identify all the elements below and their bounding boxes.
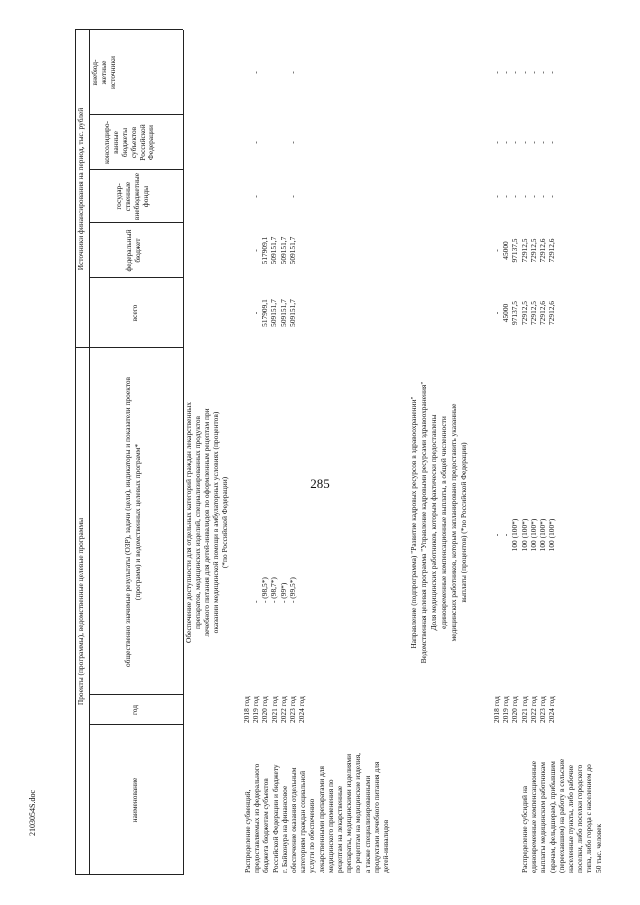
- name-line: г. Байконура на финансовое: [279, 785, 289, 873]
- total-value: 517909,1: [260, 299, 270, 327]
- year-label: 2018 год: [492, 696, 501, 723]
- total-value: 72912,5: [519, 300, 529, 326]
- name-line: медицинского применения по: [325, 779, 335, 873]
- section1-name: [243, 753, 390, 873]
- indicator-title-line: выплаты (процентов) (*по Российской Федерации): [459, 442, 468, 603]
- name-line: типа, либо города с населением до: [584, 764, 594, 873]
- total-value: -: [251, 311, 260, 315]
- indicator-value: -: [492, 533, 501, 537]
- extra-value: -: [519, 71, 529, 74]
- indicator-title-line: (*по Российской Федерации): [219, 476, 229, 569]
- consolidated-value: -: [501, 141, 511, 144]
- consolidated-value: -: [519, 141, 529, 144]
- section2-extra: [493, 30, 557, 115]
- name-line: единовременные компенсационные: [529, 760, 539, 873]
- indicator-title-line: Доля медицинских работников, которым фактически предоставлены: [429, 414, 438, 631]
- table-rule-left: [75, 874, 183, 875]
- header-projects-group: Проекты (программы), ведомственные целевые программы: [76, 517, 85, 706]
- extra-value: -: [501, 71, 511, 74]
- header-consolidated-line: консолидиро-: [102, 121, 111, 164]
- funds-value: [261, 170, 270, 223]
- year-label: 2020 год: [260, 696, 270, 723]
- header-funds-line: внебюджетные: [131, 172, 141, 221]
- indicator-value: - (98,7*): [269, 577, 279, 603]
- indicator-value: 100 (100*): [519, 518, 529, 552]
- federal-value: 517909,1: [260, 236, 270, 265]
- consolidated-value: [270, 115, 279, 170]
- section2-funds: [493, 170, 557, 223]
- subprogram-title: Направление (подпрограмма) "Развитие кадровых ресурсов в здравоохранении": [409, 396, 418, 649]
- rotated-table: [75, 30, 635, 875]
- indicator-title-line: медицинских работников, которым запланировано предоставить указанные: [449, 403, 458, 642]
- name-line: детей-инвалидов: [381, 819, 391, 873]
- indicator-title-line: препаратов, медицинских изделий, специализированных продуктов: [192, 415, 202, 630]
- total-value: 509151,7: [278, 299, 288, 327]
- name-line: (переехавшим) на работу в сельские: [556, 758, 566, 873]
- indicator-title-line: лечебного питания для детей-инвалидов по оформленным рецептам при: [201, 408, 211, 637]
- section1-extra: [252, 30, 298, 115]
- header-name: наименование: [130, 777, 139, 823]
- name-line: выплаты медицинским работникам: [538, 762, 548, 873]
- extra-value: [270, 30, 279, 115]
- name-line: Распределение субсидий на: [520, 785, 529, 873]
- year-label: 2024 год: [547, 696, 557, 723]
- funds-value: -: [519, 195, 529, 198]
- year-label: 2019 год: [501, 696, 511, 723]
- total-value: -: [492, 311, 501, 315]
- federal-value: 97137,5: [510, 238, 520, 263]
- consolidated-value: -: [547, 141, 557, 144]
- name-line: предоставляемых из федерального: [252, 763, 262, 873]
- extra-value: -: [547, 71, 557, 74]
- header-funds-line: фонды: [140, 185, 150, 208]
- indicator-value: 100 (100*): [547, 518, 557, 552]
- extra-value: -: [528, 71, 538, 74]
- header-funds: [115, 170, 151, 223]
- year-label: 2018 год: [242, 696, 251, 723]
- total-value: 72912,6: [537, 300, 547, 326]
- section2-name: [520, 759, 603, 873]
- federal-value: 509151,7: [287, 236, 297, 265]
- funds-value: -: [251, 195, 260, 198]
- year-label: 2024 год: [297, 696, 307, 723]
- name-line: по рецептам на медицинские изделия,: [353, 753, 363, 873]
- indicator-value: 100 (100*): [528, 518, 538, 552]
- header-results: общественно значимые результаты (ОЗР), задачи (цели), индикаторы и показатели проектов (программ) и ведомственных целевых программ*: [123, 376, 142, 668]
- name-line: лекарственными препаратами для: [316, 766, 326, 873]
- funds-value: -: [510, 195, 520, 198]
- year-label: 2022 год: [528, 696, 538, 723]
- indicator-value: 100 (100*): [537, 518, 547, 552]
- funds-value: -: [547, 195, 557, 198]
- name-line: категориям граждан социальной: [298, 770, 308, 873]
- consolidated-value: [261, 115, 270, 170]
- consolidated-value: -: [537, 141, 547, 144]
- document-filename: 2103054S.doc: [28, 790, 37, 836]
- header-total: всего: [130, 304, 139, 322]
- federal-value: 72912,5: [528, 238, 538, 263]
- header-extra: [91, 30, 118, 115]
- indicator-value: - (99*): [278, 582, 288, 603]
- indicator-title-line: Обеспечение доступности для отдельных категорий граждан лекарственных: [184, 402, 193, 643]
- page-number: 285: [310, 476, 330, 491]
- total-value: 509151,7: [287, 299, 297, 327]
- name-line: услуги по обеспечению: [307, 798, 317, 873]
- header-consolidated-line: субъектов: [128, 126, 138, 159]
- funds-value: -: [537, 195, 547, 198]
- federal-value: -: [492, 249, 501, 252]
- subprogram-heading: [409, 355, 469, 690]
- extra-value: -: [492, 71, 501, 74]
- indicator-title-line: единовременные компенсационные выплаты, в общей численности: [439, 416, 448, 629]
- funds-value: -: [501, 195, 511, 198]
- section2-consolidated: [493, 115, 557, 170]
- section1-federal: [252, 223, 298, 278]
- consolidated-value: -: [251, 141, 260, 144]
- consolidated-value: -: [287, 141, 297, 144]
- section1-indicators: [252, 577, 298, 603]
- name-line: бюджета бюджетам субъектов: [261, 778, 271, 873]
- total-value: 72912,6: [547, 300, 557, 326]
- total-value: 72912,5: [528, 300, 538, 326]
- federal-value: 45000: [501, 241, 511, 260]
- name-line: населенные пункты, либо рабочие: [566, 765, 576, 873]
- header-consolidated-line: Федерации: [146, 125, 156, 160]
- header-funds-line: государ-: [114, 183, 123, 210]
- name-line: продуктами лечебного питания для: [371, 761, 381, 873]
- consolidated-value: -: [528, 141, 538, 144]
- extra-value: -: [537, 71, 547, 74]
- indicator-value: -: [501, 533, 511, 537]
- total-value: 509151,7: [269, 299, 279, 327]
- header-extra-line: источники: [107, 55, 117, 90]
- indicator-value: - (99,5*): [287, 577, 297, 603]
- section1-funds: [252, 170, 298, 223]
- consolidated-value: -: [492, 141, 501, 144]
- section2-total: [493, 278, 557, 348]
- section1-years: [243, 696, 307, 723]
- header-extra-line: внебюд-: [90, 59, 99, 86]
- funds-value: -: [492, 195, 501, 198]
- header-consolidated-line: бюджеты: [119, 127, 129, 158]
- program-title: Ведомственная целевая программа "Управление кадровыми ресурсами здравоохранения": [419, 381, 428, 664]
- year-label: 2020 год: [510, 696, 520, 723]
- extra-value: [261, 30, 270, 115]
- indicator-value: -: [251, 600, 260, 603]
- year-label: 2022 год: [278, 696, 288, 723]
- header-sources-group: Источники финансирования на период, тыс. рублей: [76, 107, 85, 271]
- section2-federal: [493, 223, 557, 278]
- header-consolidated-line: ванные: [110, 131, 120, 154]
- section2-years: [493, 696, 557, 723]
- section1-indicator-title: [185, 355, 229, 690]
- consolidated-value: -: [510, 141, 520, 144]
- total-value: 97137,5: [510, 300, 520, 326]
- name-line: 50 тыс. человек: [593, 823, 603, 873]
- year-label: 2021 год: [269, 696, 279, 723]
- year-label: 2023 год: [537, 696, 547, 723]
- name-line: (врачам, фельдшерам), прибывшим: [547, 761, 557, 873]
- header-year: год: [130, 704, 139, 716]
- federal-value: 72912,6: [547, 238, 557, 263]
- table-rule-groups: [75, 347, 183, 348]
- header-funds-line: ственные: [122, 181, 132, 212]
- federal-value: -: [251, 249, 260, 252]
- name-line: обеспечение оказания отдельным: [289, 767, 299, 873]
- extra-value: -: [287, 71, 297, 74]
- year-label: 2021 год: [519, 696, 529, 723]
- name-line: Распределение субвенций,: [243, 789, 252, 873]
- funds-value: [270, 170, 279, 223]
- section1-consolidated: [252, 115, 298, 170]
- indicator-title-line: оказании медицинской помощи в амбулаторных условиях (процентов): [210, 411, 220, 634]
- year-label: 2023 год: [287, 696, 297, 723]
- header-consolidated: [103, 115, 156, 170]
- federal-value: 72912,5: [519, 238, 529, 263]
- year-label: 2019 год: [251, 696, 261, 723]
- table-rule-group: [89, 30, 90, 875]
- header-federal: федеральный бюджет: [124, 229, 142, 272]
- name-line: поселки, либо поселки городского: [575, 764, 585, 873]
- total-value: 45000: [501, 303, 511, 323]
- section2-indicators: [493, 495, 557, 575]
- extra-value: -: [251, 71, 260, 74]
- name-line: Российской Федерации и бюджету: [270, 764, 280, 873]
- header-consolidated-line: Российской: [137, 124, 147, 161]
- federal-value: 509151,7: [278, 236, 288, 265]
- funds-value: -: [528, 195, 538, 198]
- federal-value: 509151,7: [269, 236, 279, 265]
- indicator-value: 100 (100*): [510, 518, 520, 552]
- name-line: рецептам на лекарственные: [335, 785, 345, 873]
- funds-value: -: [287, 195, 297, 198]
- section1-total: [252, 278, 298, 348]
- header-extra-line: жетные: [98, 60, 108, 85]
- indicator-value: - (98,5*): [260, 577, 270, 603]
- name-line: а также специализированными: [362, 775, 372, 873]
- federal-value: 72912,6: [537, 238, 547, 263]
- extra-value: -: [510, 71, 520, 74]
- name-line: препараты, медицинскими изделиями: [344, 753, 354, 873]
